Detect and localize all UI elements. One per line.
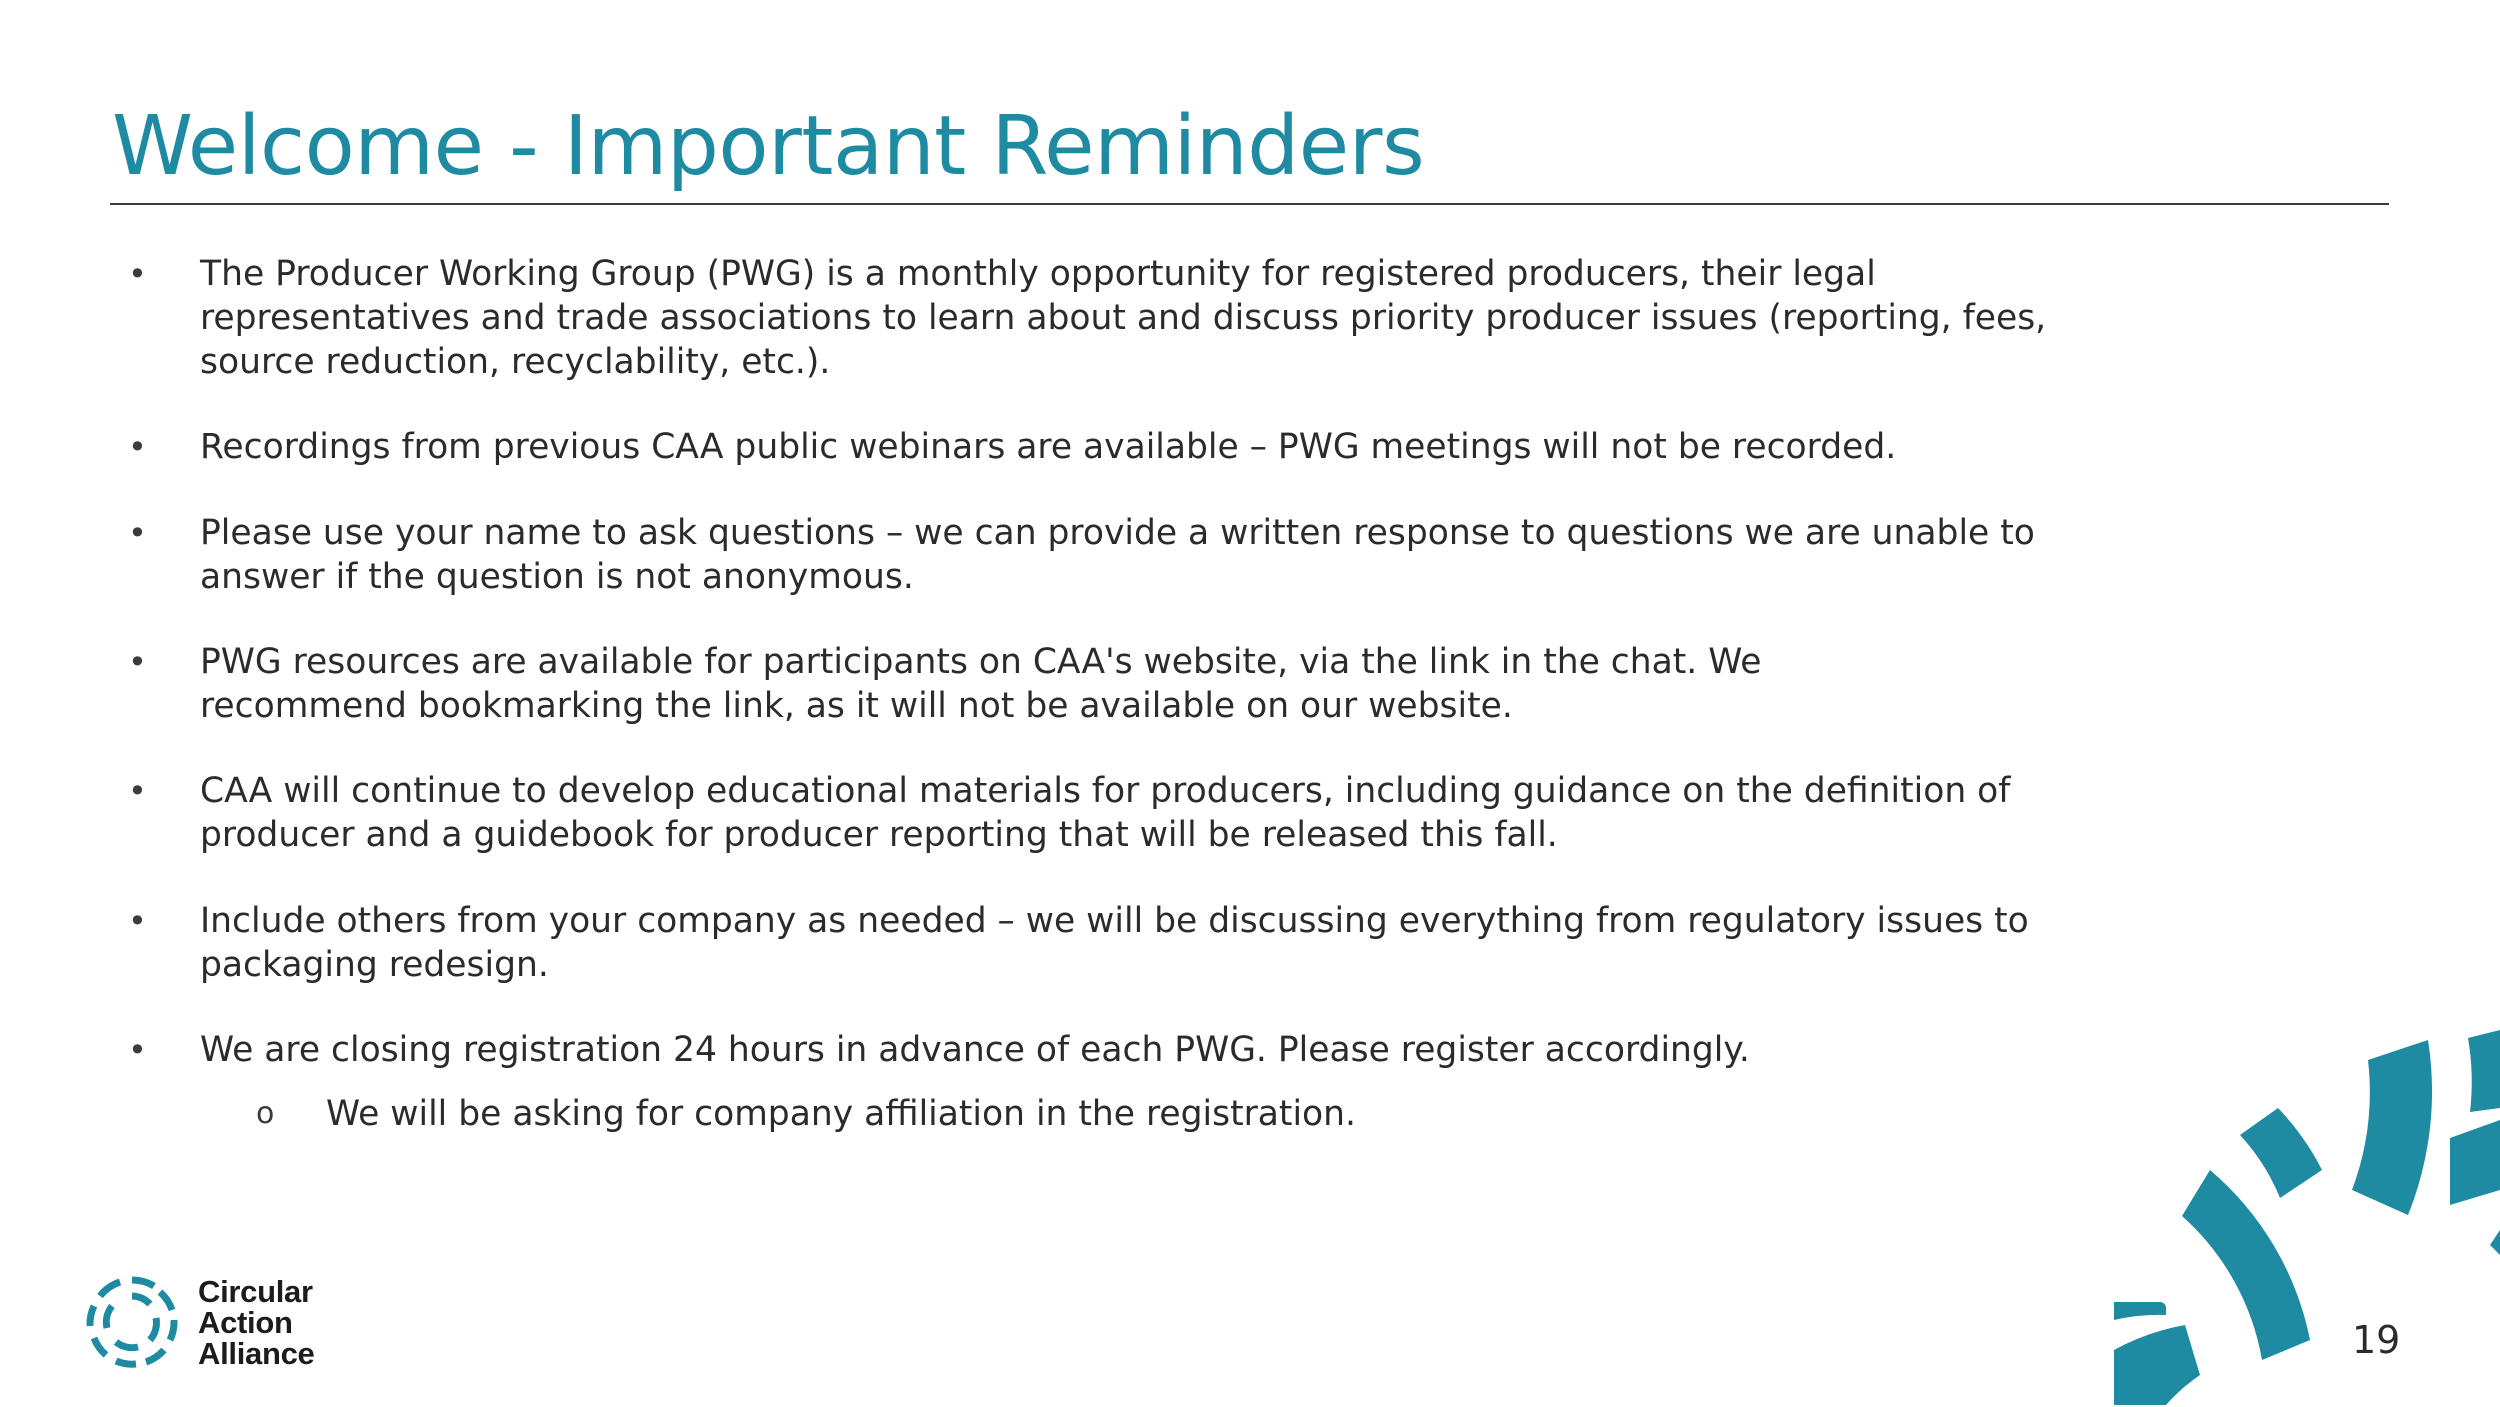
list-item-text: The Producer Working Group (PWG) is a monthly opportunity for registered producers, their legal representatives and trade associations to learn about and discuss priority producer issues (reporting, fees, source reduction, recyclability, etc.). <box>200 254 2047 382</box>
list-item-text: CAA will continue to develop educational materials for producers, including guidance on the definition of producer and a guidebook for producer reporting that will be released this fall. <box>200 771 2011 855</box>
list-item-text: Recordings from previous CAA public webinars are available – PWG meetings will not be recorded. <box>200 427 1897 467</box>
bullet-icon: • <box>128 772 147 810</box>
sub-bullet-icon: o <box>256 1096 275 1131</box>
list-item-text: Include others from your company as needed – we will be discussing everything from regulatory issues to packaging redesign. <box>200 901 2029 985</box>
bullet-icon: • <box>128 428 147 466</box>
logo-line-2: Action <box>198 1305 293 1340</box>
circular-action-alliance-logo-icon <box>80 1270 184 1374</box>
logo-wordmark <box>198 1276 314 1369</box>
list-item-text: PWG resources are available for participants on CAA's website, via the link in the chat. We recommend bookmarking the link, as it will not be available on our website. <box>200 642 1762 726</box>
logo-line-3: Alliance <box>198 1336 315 1371</box>
company-logo <box>80 1270 340 1380</box>
decorative-arc-graphic <box>2090 1020 2500 1407</box>
slide-title: Welcome - Important Reminders <box>112 99 1425 194</box>
page-number: 19 <box>2352 1318 2401 1362</box>
list-item-text: Please use your name to ask questions – we can provide a written response to questions we are unable to answer if the question is not anonymous. <box>200 513 2035 597</box>
bullet-icon: • <box>128 1031 147 1069</box>
list-item-text: We are closing registration 24 hours in advance of each PWG. Please register accordingly. <box>200 1030 1750 1070</box>
bullet-icon: • <box>128 514 147 552</box>
logo-line-1: Circular <box>198 1274 313 1309</box>
sub-list-item-text: We will be asking for company affiliation in the registration. <box>326 1094 1356 1134</box>
bullet-icon: • <box>128 643 147 681</box>
bullet-icon: • <box>128 255 147 293</box>
bullet-icon: • <box>128 902 147 940</box>
